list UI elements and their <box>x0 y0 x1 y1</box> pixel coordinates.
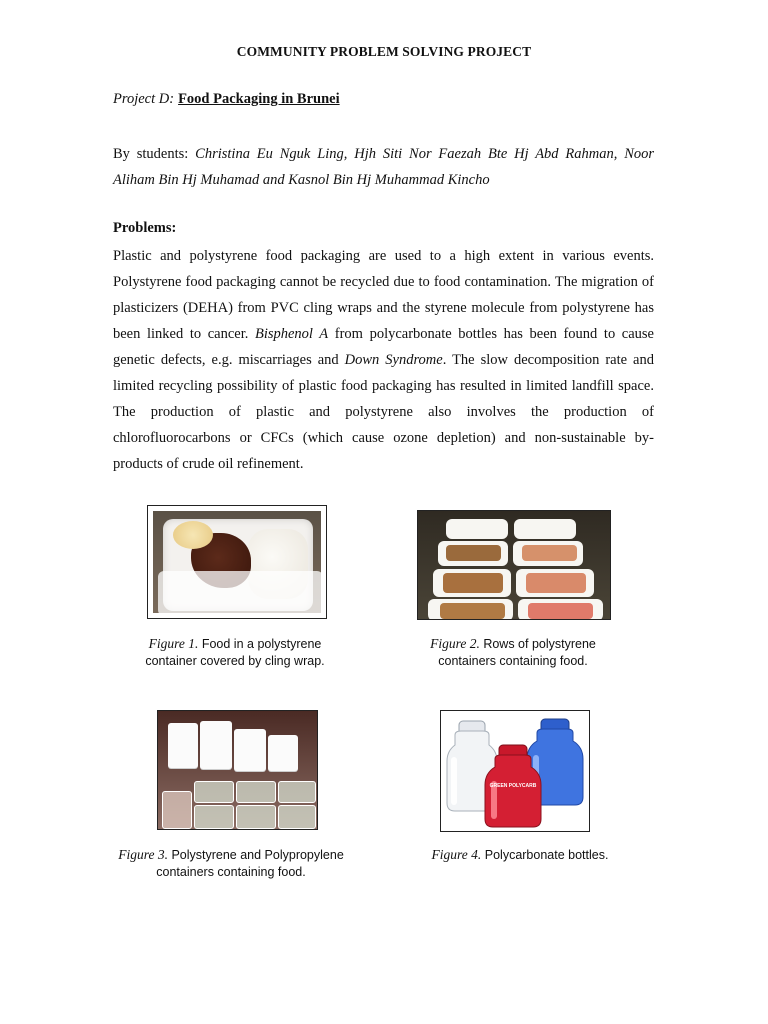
problems-heading: Problems: <box>113 220 177 236</box>
stack-shape <box>234 729 266 771</box>
polycarbonate-bottles-image <box>441 711 589 831</box>
figure-2-photo <box>417 510 611 620</box>
figure-2-caption-line2: containers containing food. <box>438 654 588 668</box>
food-shape <box>440 603 505 619</box>
problems-text-3: . The slow decomposition rate and limited recycling possibility of plastic food packaging has resulted in limited landfill space. The production of plastic and polystyrene also involves the production of chlorofluorocarbons or CFCs (which cause ozone depletion) and non-sustainable by-products of crude oil refinement. <box>113 352 654 472</box>
figure-4-photo <box>440 710 590 832</box>
container-shape <box>236 781 276 803</box>
students-names: Christina Eu Nguk Ling, Hjh Siti Nor Faezah Bte Hj Abd Rahman, Noor Aliham Bin Hj Muhamad and Kasnol Bin Hj Muhammad Kincho <box>113 146 655 188</box>
lid-shape <box>158 571 321 613</box>
figure-1-caption-line1: Food in a polystyrene <box>198 637 322 651</box>
figure-1-caption-line2: container covered by cling wrap. <box>145 654 325 668</box>
polystyrene-food-image <box>153 511 321 613</box>
food-shape <box>446 545 501 561</box>
food-shape <box>528 603 593 619</box>
document-title: COMMUNITY PROBLEM SOLVING PROJECT <box>236 44 532 59</box>
bottles-illustration <box>441 711 589 831</box>
figure-1-caption <box>115 635 355 670</box>
project-name: Food Packaging in Brunei <box>178 91 340 107</box>
figure-3-label: Figure 3. <box>118 847 168 862</box>
container-shape <box>236 805 276 829</box>
figure-2-caption <box>393 635 633 670</box>
container-shape <box>194 805 234 829</box>
container-shape <box>278 781 316 803</box>
food-shape <box>443 573 503 593</box>
figure-3-photo <box>157 710 318 830</box>
problems-paragraph <box>113 243 654 477</box>
container-shape <box>446 519 508 539</box>
bottle-label: GREEN POLYCARB <box>489 783 537 789</box>
figure-2-label: Figure 2. <box>430 636 480 651</box>
figure-2-caption-line1: Rows of polystyrene <box>479 637 596 651</box>
problems-down-syndrome: Down Syndrome <box>344 352 443 368</box>
figure-4-label: Figure 4. <box>431 847 482 862</box>
project-heading <box>113 91 340 108</box>
students-prefix: By students: <box>113 146 196 162</box>
stacked-containers-image <box>158 711 317 829</box>
problems-bisphenol: Bisphenol A <box>254 326 329 342</box>
container-shape <box>278 805 316 829</box>
problems-text-2: from polycarbonate bottles has been found to cause genetic defects, e.g. miscarriages and <box>113 326 654 368</box>
stack-shape <box>168 723 198 768</box>
bottle-highlight <box>451 757 457 805</box>
container-shape <box>194 781 234 803</box>
figure-1-label: Figure 1. <box>148 636 199 651</box>
figure-4-caption <box>400 846 640 864</box>
stack-shape <box>200 721 232 769</box>
figure-3-caption-line2: containers containing food. <box>156 865 306 879</box>
rows-of-containers-image <box>418 511 610 619</box>
stack-shape <box>268 735 298 771</box>
problems-text-1: Plastic and polystyrene food packaging are used to a high extent in various events. Polystyrene food packaging cannot be recycled due to food contamination. The migration of plasticizers (DEHA) from PVC cling wraps and the styrene molecule from polystyrene has been linked to cancer. <box>113 248 654 342</box>
container-shape <box>514 519 576 539</box>
figure-1-photo <box>147 505 327 619</box>
figure-4-caption-line1: Polycarbonate bottles. <box>481 848 609 862</box>
figure-3-caption-line1: Polystyrene and Polypropylene <box>167 848 344 862</box>
container-shape <box>162 791 192 829</box>
figure-3-caption <box>100 846 362 881</box>
project-label: Project D: <box>113 91 175 107</box>
food-shape <box>522 545 577 561</box>
food-shape <box>526 573 586 593</box>
students-paragraph <box>113 141 654 193</box>
egg-shape <box>173 521 213 549</box>
